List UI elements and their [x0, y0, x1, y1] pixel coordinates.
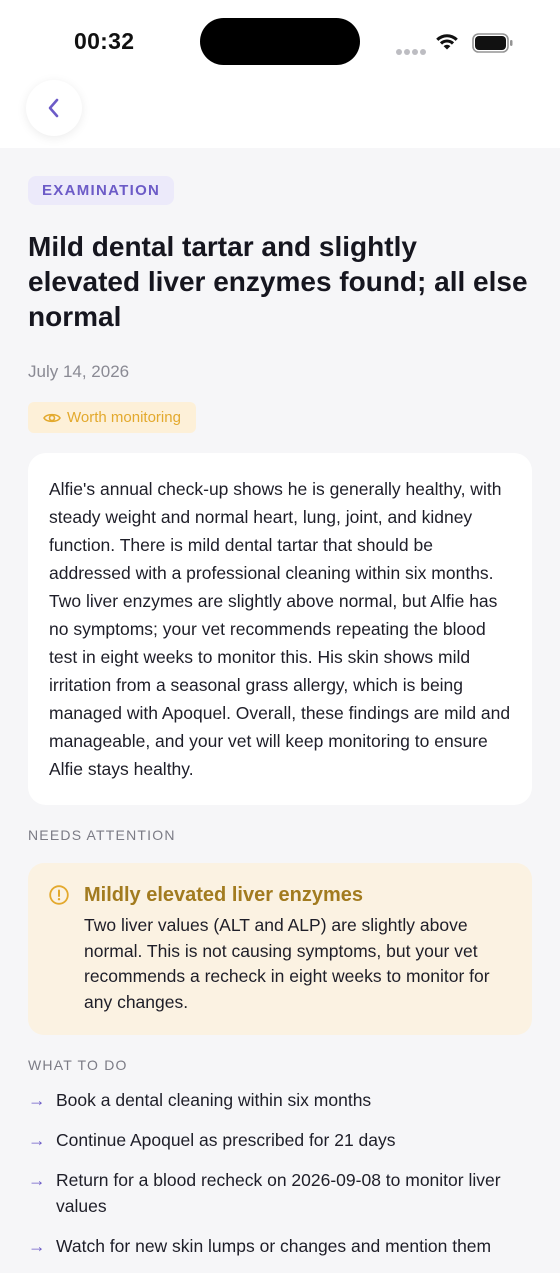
cellular-signal-icon	[396, 42, 428, 60]
attention-title: Mildly elevated liver enzymes	[84, 884, 364, 906]
todo-list	[28, 1087, 532, 1259]
todo-text: Return for a blood recheck on 2026-09-08 to monitor liver values	[56, 1170, 501, 1216]
back-button[interactable]	[26, 80, 82, 136]
arrow-right-icon: →	[28, 1170, 46, 1190]
record-date: July 14, 2026	[28, 362, 130, 381]
todo-text: Continue Apoquel as prescribed for 21 days	[56, 1130, 396, 1150]
list-item	[28, 1127, 532, 1153]
attention-card	[28, 863, 532, 1035]
page-title: Mild dental tartar and slightly elevated liver enzymes found; all else normal	[28, 231, 528, 332]
arrow-right-icon: →	[28, 1130, 46, 1150]
alert-circle-icon	[48, 884, 72, 1015]
status-badge	[28, 402, 196, 433]
record-type-tag: EXAMINATION	[28, 176, 174, 205]
arrow-right-icon: →	[28, 1090, 46, 1110]
todo-text: Book a dental cleaning within six months	[56, 1090, 372, 1110]
status-time: 00:32	[74, 28, 135, 54]
record-detail	[28, 176, 532, 1273]
arrow-right-icon: →	[28, 1236, 46, 1256]
attention-text	[84, 881, 512, 1015]
battery-icon	[472, 33, 514, 53]
dynamic-island	[200, 18, 360, 65]
what-to-do-heading: WHAT TO DO	[28, 1057, 128, 1073]
summary-card: Alfie's annual check-up shows he is generally healthy, with steady weight and normal heart, lung, joint, and kidney function. There is mild dental tartar that should be addressed with a professional cleaning within six months. Two liver enzymes are slightly above normal, but Alfie has no symptoms; your vet recommends repeating the blood test in eight weeks to monitor this. His skin shows mild irritation from a seasonal grass allergy, which is being managed with Apoquel. Overall, these findings are mild and manageable, and your vet will keep monitoring to ensure Alfie stays healthy.	[28, 453, 532, 805]
list-item	[28, 1167, 532, 1219]
list-item	[28, 1233, 532, 1259]
list-item	[28, 1087, 532, 1113]
status-icons	[396, 30, 516, 54]
status-badge-label: Worth monitoring	[67, 409, 181, 426]
eye-icon	[43, 411, 61, 425]
top-bar	[0, 0, 560, 148]
attention-body: Two liver values (ALT and ALP) are slightly above normal. This is not causing symptoms, but your vet recommends a recheck in eight weeks to monitor for any changes.	[84, 915, 490, 1012]
needs-attention-heading: NEEDS ATTENTION	[28, 827, 176, 843]
todo-text: Watch for new skin lumps or changes and mention them	[56, 1236, 492, 1256]
chevron-left-icon	[46, 97, 62, 119]
wifi-icon	[434, 30, 460, 52]
